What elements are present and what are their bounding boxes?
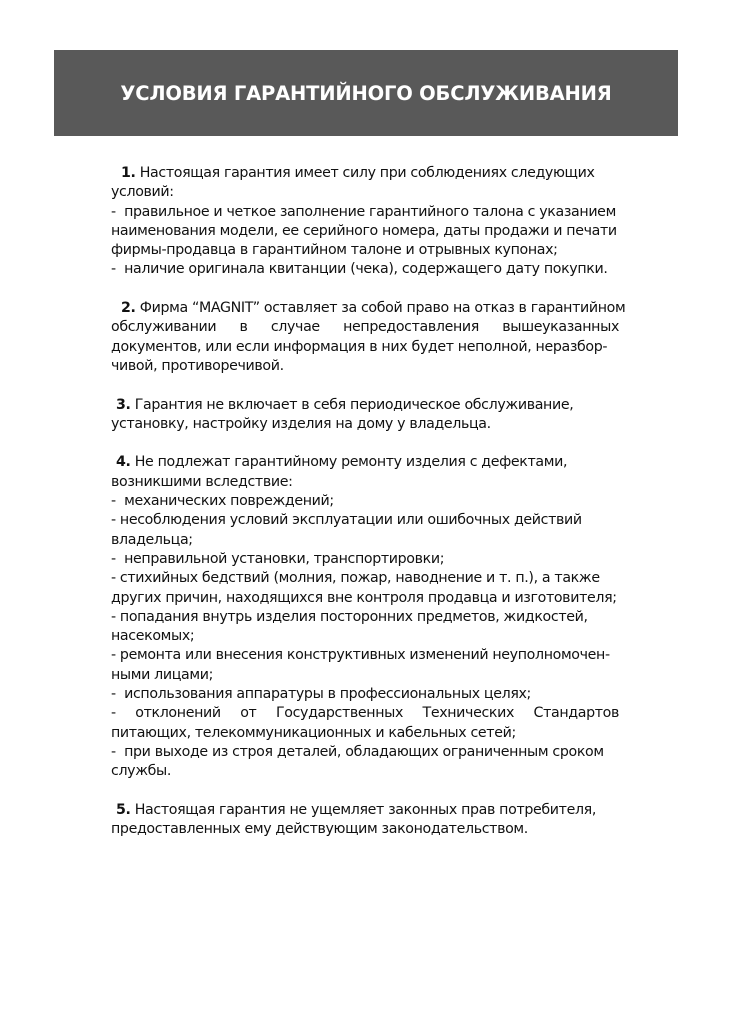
page-title: УСЛОВИЯ ГАРАНТИЙНОГО ОБСЛУЖИВАНИЯ xyxy=(120,81,612,105)
page-header xyxy=(54,50,678,136)
section-2 xyxy=(111,299,626,376)
line-text: Настоящая гарантия не ущемляет законных прав потребителя, xyxy=(134,801,597,818)
list-item: - неправильной установки, транспортировки; xyxy=(111,550,445,567)
list-item: - несоблюдения условий эксплуатации или ошибочных действий xyxy=(111,512,582,529)
section-1 xyxy=(111,164,619,280)
line-text: Настоящая гарантия имеет силу при соблюдениях следующих xyxy=(139,165,595,181)
list-item: - наличие оригинала квитанции (чека), содержащего дату покупки. xyxy=(111,261,608,278)
list-item: - отклонений от Государственных Технических Стандартов xyxy=(111,705,619,722)
section-number: 2. xyxy=(121,300,136,317)
list-item: - использования аппаратуры в профессиональных целях; xyxy=(111,686,531,703)
section-3 xyxy=(111,396,619,435)
section-5 xyxy=(111,801,619,840)
list-item: - механических повреждений; xyxy=(111,493,334,510)
section-number: 3. xyxy=(116,396,131,413)
line-text: возникшими вследствие: xyxy=(111,473,293,490)
section-first-line xyxy=(111,801,619,820)
section-number: 4. xyxy=(116,454,131,471)
list-item: - ремонта или внесения конструктивных изменений неуполномочен- xyxy=(111,647,610,664)
line-text: наименования модели, ее серийного номера, даты продажи и печати xyxy=(111,222,617,239)
line-text: установку, настройку изделия на дому у владельца. xyxy=(111,415,491,432)
section-4 xyxy=(111,453,619,781)
line-text: владельца; xyxy=(111,531,193,548)
section-number: 1. xyxy=(121,165,136,181)
line-text: насекомых; xyxy=(111,628,195,645)
line-text: Гарантия не включает в себя периодическое обслуживание, xyxy=(134,396,574,413)
section-first-line xyxy=(111,396,619,415)
line-text: Фирма “MAGNIT” оставляет за собой право на отказ в гарантийном xyxy=(139,300,626,317)
section-first-line xyxy=(111,453,619,472)
list-item: - попадания внутрь изделия посторонних предметов, жидкостей, xyxy=(111,608,588,625)
line-text: Не подлежат гарантийному ремонту изделия с дефектами, xyxy=(134,454,568,471)
line-text: ными лицами; xyxy=(111,666,214,683)
section-number: 5. xyxy=(116,801,131,818)
warranty-terms xyxy=(111,164,626,859)
line-text: других причин, находящихся вне контроля продавца и изготовителя; xyxy=(111,589,617,606)
section-first-line xyxy=(111,164,619,183)
line-text: документов, или если информация в них будет неполной, неразбор- xyxy=(111,338,608,355)
line-text: питающих, телекоммуникационных и кабельных сетей; xyxy=(111,724,516,741)
line-text: фирмы-продавца в гарантийном талоне и отрывных купонах; xyxy=(111,242,558,259)
line-text: условий: xyxy=(111,184,174,201)
list-item: - при выходе из строя деталей, обладающих ограниченным сроком xyxy=(111,743,604,760)
line-text: чивой, противоречивой. xyxy=(111,357,284,374)
section-first-line xyxy=(111,299,626,318)
list-item: - стихийных бедствий (молния, пожар, наводнение и т. п.), а также xyxy=(111,570,600,587)
line-text: службы. xyxy=(111,763,172,780)
line-text: предоставленных ему действующим законодательством. xyxy=(111,821,528,838)
line-text: обслуживании в случае непредоставления вышеуказанных xyxy=(111,319,619,336)
list-item: - правильное и четкое заполнение гарантийного талона с указанием xyxy=(111,203,616,220)
